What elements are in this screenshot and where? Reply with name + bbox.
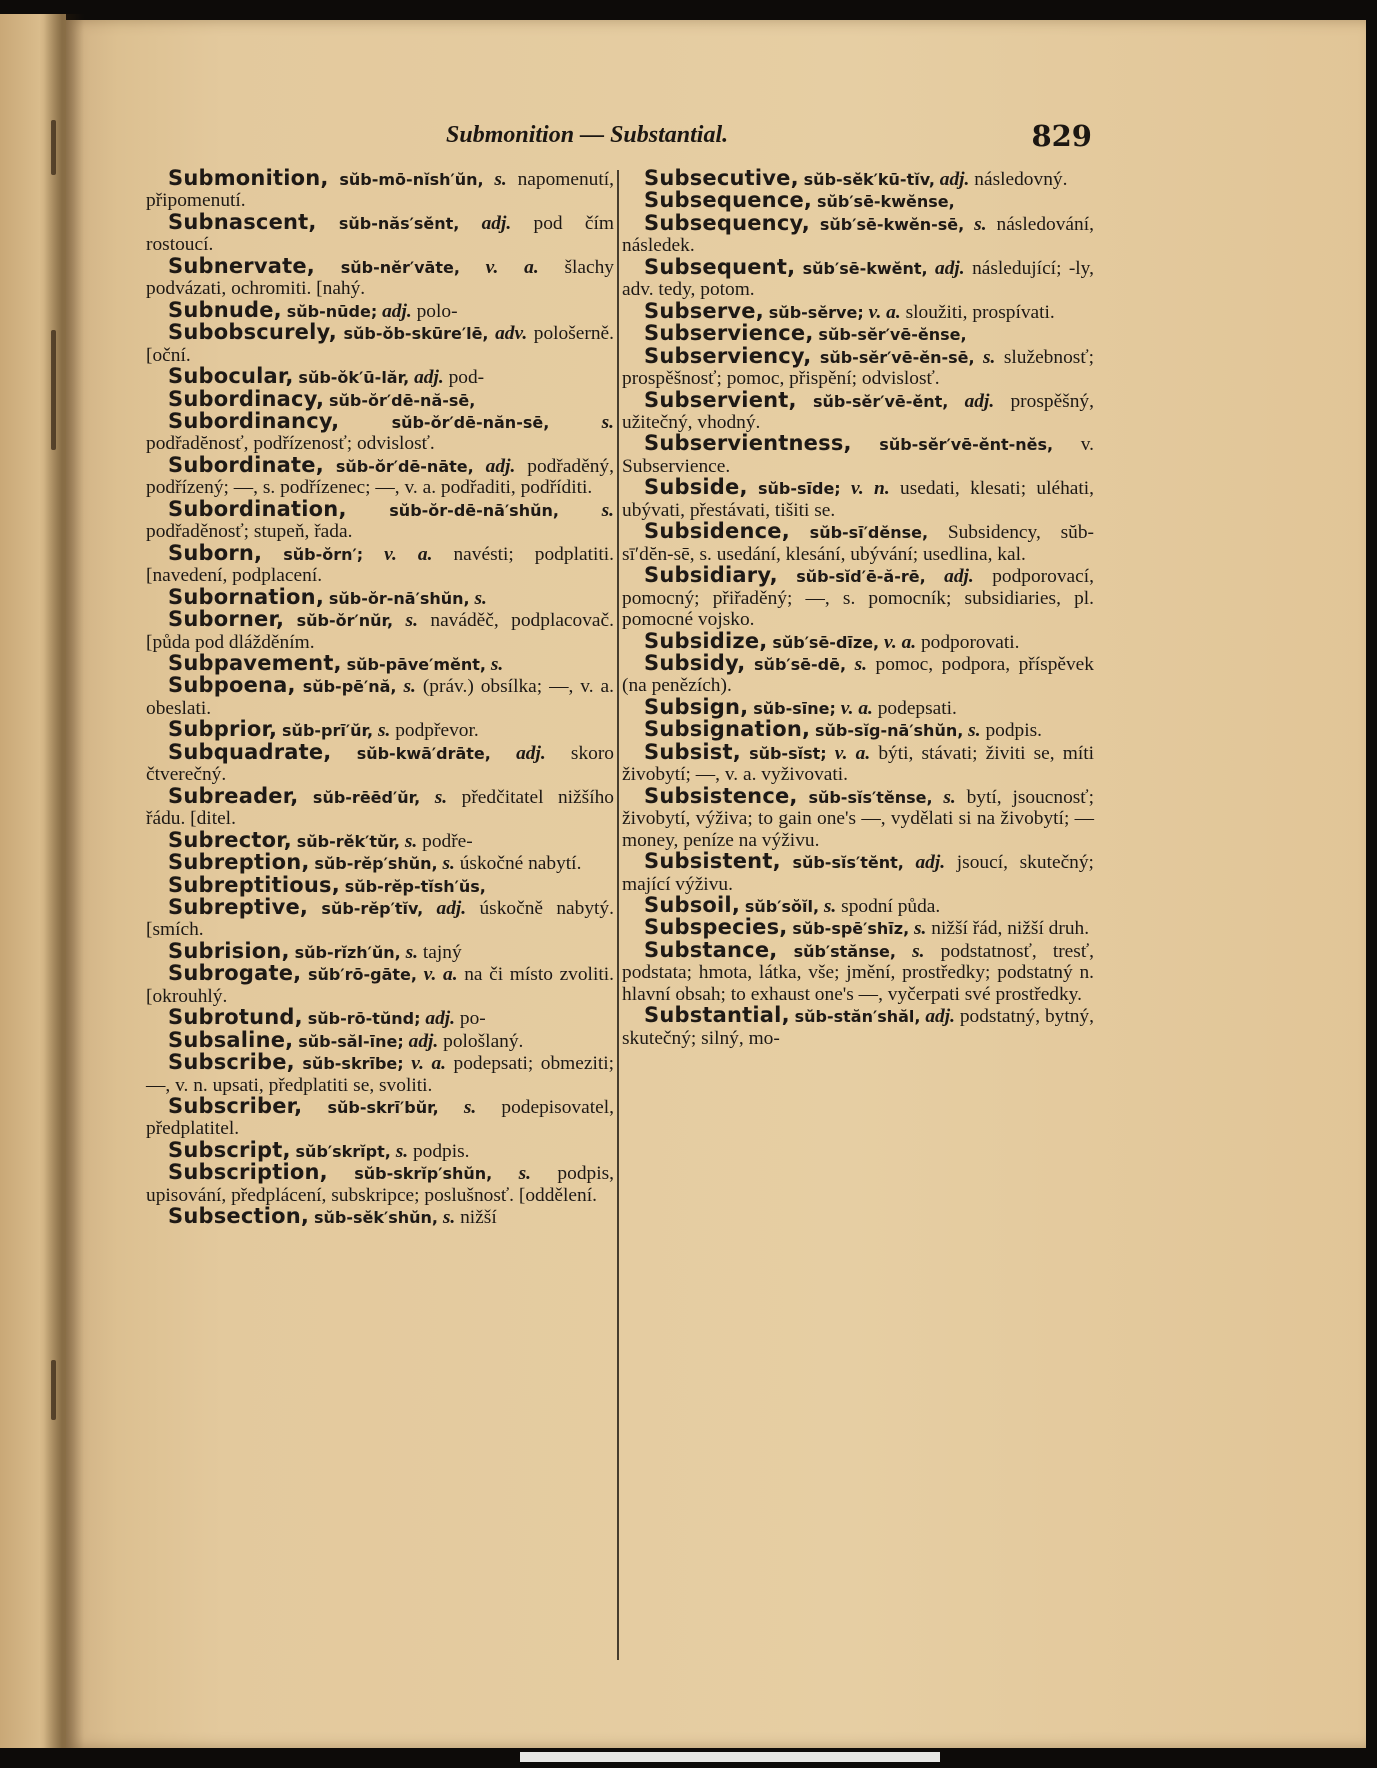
pronunciation: sŭb′skrĭpt, — [295, 1141, 391, 1161]
column-divider — [617, 170, 619, 1660]
binding-gutter — [44, 14, 84, 1748]
dictionary-entry — [146, 1137, 614, 1162]
dictionary-entry — [622, 739, 1094, 786]
definition: podstatný, bytný, skutečný; silný, mo- — [622, 1006, 1094, 1049]
headword: Subsequency, — [644, 210, 810, 235]
dictionary-entry — [146, 496, 614, 543]
grammar-label: s. — [395, 1140, 409, 1162]
dictionary-entry — [146, 852, 614, 874]
pronunciation: sŭb-sīde; — [757, 479, 841, 499]
headword: Subsoil, — [644, 892, 741, 917]
pronunciation: sŭb-skrĭp′shŭn, — [354, 1164, 493, 1184]
grammar-label: adj. — [408, 1030, 439, 1052]
dictionary-entry — [622, 650, 1094, 697]
grammar-label: s. — [974, 213, 987, 235]
dictionary-entry — [622, 1005, 1094, 1049]
definition: úskočné nabytí. — [459, 853, 582, 875]
headword: Subsidence, — [644, 519, 790, 544]
definition: v. Subservience. — [622, 434, 1094, 477]
grammar-label: s. — [405, 610, 418, 632]
headword: Subsequence, — [644, 188, 813, 213]
dictionary-entry — [146, 408, 614, 455]
pronunciation: sŭb-prī′ŭr, — [282, 721, 374, 741]
dictionary-entry — [622, 783, 1094, 851]
dictionary-entry — [146, 1052, 614, 1096]
definition: podře- — [422, 830, 473, 852]
definition: podporovací, pomocný; přiřaděný; —, s. pomocník; subsidiaries, pl. pomocné vojsko. — [622, 566, 1094, 631]
definition: skoro čtverečný. — [146, 742, 614, 786]
pronunciation: sŭb-sĭs′tĕnse, — [808, 787, 933, 807]
pronunciation: sŭb-ŏr-dē-nā′shŭn, — [389, 500, 559, 520]
dictionary-entry — [146, 386, 614, 411]
pronunciation: sŭb-rĕp-tĭsh′ŭs, — [344, 876, 486, 896]
grammar-label: s. — [912, 940, 925, 962]
headword: Subspecies, — [644, 915, 788, 940]
headword: Subordinacy, — [168, 386, 325, 411]
dictionary-entry — [622, 298, 1094, 323]
grammar-label: v. a. — [840, 697, 873, 719]
dictionary-entry — [146, 675, 614, 719]
grammar-label: s. — [463, 1097, 477, 1119]
headword: Subsidiary, — [644, 563, 778, 588]
definition: podpřevor. — [395, 720, 479, 742]
definition: prospěšný, užitečný, vhodný. — [622, 390, 1094, 433]
dictionary-entry — [146, 366, 614, 388]
headword: Subsignation, — [644, 717, 811, 742]
definition: pološlaný. — [443, 1030, 524, 1052]
headword: Subreption, — [168, 850, 310, 875]
dictionary-entry — [622, 254, 1094, 301]
definition: naváděč, podplacovač. [půda pod dlážděním. — [146, 610, 614, 653]
pronunciation: sŭb′sē-kwĕn-sē, — [819, 214, 965, 234]
dictionary-entry — [146, 1007, 614, 1029]
pronunciation: sŭb-ŏr′dē-nāte, — [335, 456, 474, 476]
grammar-label: adj. — [944, 566, 974, 588]
pronunciation: sŭb-sĭg-nā′shŭn, — [815, 721, 964, 741]
grammar-label: v. a. — [883, 631, 917, 653]
pronunciation: sŭb-sĕr′vē-ĕnt-nĕs, — [879, 435, 1054, 455]
dictionary-entry — [146, 1096, 614, 1140]
definition: podpis. — [412, 1140, 470, 1162]
definition: usedati, klesati; uléhati, ubývati, přestávati, tišiti se. — [622, 478, 1094, 521]
definition: pomoc, podpora, příspěvek (na penězích). — [622, 653, 1094, 697]
running-head: Submonition — Substantial. — [446, 122, 729, 148]
grammar-label: v. a. — [485, 256, 539, 278]
pronunciation: sŭb-sĕr′vē-ĕnt, — [812, 391, 949, 411]
right-column — [622, 168, 1094, 1049]
grammar-label: adj. — [436, 897, 467, 919]
dictionary-entry — [622, 565, 1094, 630]
definition: předčitatel nižšího řádu. [ditel. — [146, 786, 614, 830]
headword: Substantial, — [644, 1003, 790, 1028]
headword: Subsidy, — [644, 650, 746, 675]
definition: následující; -ly, adv. tedy, potom. — [622, 257, 1094, 301]
grammar-label: s. — [601, 499, 614, 521]
dictionary-entry — [622, 937, 1094, 1005]
pronunciation: sŭb-rēēd′ŭr, — [312, 787, 421, 807]
definition: jsoucí, skutečný; mající výživu. — [622, 852, 1094, 895]
grammar-label: s. — [968, 720, 981, 742]
grammar-label: s. — [377, 720, 391, 742]
dictionary-entry — [622, 719, 1094, 741]
grammar-label: v. a. — [411, 1053, 446, 1075]
headword: Subpoena, — [168, 673, 296, 698]
grammar-label: adj. — [925, 1006, 955, 1028]
headword: Suborner, — [168, 607, 285, 632]
definition: podpis. — [985, 720, 1042, 742]
definition: po- — [459, 1008, 486, 1030]
headword: Subservientness, — [644, 431, 852, 456]
grammar-label: s. — [403, 676, 416, 698]
headword: Subserviency, — [644, 343, 812, 368]
dictionary-entry — [146, 650, 614, 675]
grammar-label: v. a. — [868, 301, 901, 323]
dictionary-entry — [622, 628, 1094, 653]
definition: následování, následek. — [622, 213, 1094, 257]
grammar-label: s. — [490, 653, 504, 675]
dictionary-entry — [146, 168, 614, 212]
pronunciation: sŭb-nūde; — [286, 301, 378, 321]
grammar-label: s. — [442, 1207, 456, 1229]
pronunciation: sŭb-sĭd′ē-ă-rē, — [796, 567, 926, 587]
definition: podstatnosť, tresť, podstata; hmota, látka, vše; jmění, prostředky; podstatný n. hlavní obsah; to exhaust one's —, vyčerpati své prostředky. — [622, 940, 1094, 1005]
dictionary-entry — [146, 783, 614, 830]
binding-thread-mark — [51, 120, 56, 175]
dictionary-entry — [622, 343, 1094, 390]
definition: podřaděnosť; stupeň, řada. — [146, 521, 353, 543]
definition: podepsati; obmeziti; —, v. n. upsati, předplatiti se, svoliti. — [146, 1053, 614, 1096]
headword: Subsistence, — [644, 783, 798, 808]
headword: Subsign, — [644, 694, 749, 719]
grammar-label: v. a. — [834, 742, 871, 764]
pronunciation: sŭb-năs′sĕnt, — [338, 213, 460, 233]
dictionary-entry — [622, 433, 1094, 477]
grammar-label: adv. — [495, 323, 528, 345]
headword: Subreptive, — [168, 894, 309, 919]
definition: úskočně nabytý. [smích. — [146, 897, 614, 941]
headword: Substance, — [644, 937, 778, 962]
headword: Subnude, — [168, 297, 282, 322]
headword: Subrotund, — [168, 1005, 303, 1030]
definition: bytí, jsoucnosť; živobytí, výživa; to gain one's —, vydělati si na živobytí; — money, peníze na výživu. — [622, 786, 1094, 851]
definition: šlachy podvázati, ochromiti. [nahý. — [146, 256, 614, 300]
headword: Submonition, — [168, 166, 329, 190]
grammar-label: s. — [601, 411, 614, 433]
headword: Subocular, — [168, 364, 294, 389]
pronunciation: sŭb-skrībe; — [302, 1054, 404, 1074]
pronunciation: sŭb-săl-īne; — [298, 1031, 404, 1051]
pronunciation: sŭb-ŏk′ū-lăr, — [298, 368, 410, 388]
pronunciation: sŭb-pāve′mĕnt, — [346, 654, 486, 674]
dictionary-entry — [146, 963, 614, 1007]
dictionary-entry — [146, 253, 614, 300]
definition: tajný — [422, 941, 462, 963]
definition: podepisovatel, předplatitel. — [146, 1097, 614, 1140]
dictionary-entry — [146, 609, 614, 653]
pronunciation: sŭb-ŏr-nā′shŭn, — [328, 588, 470, 608]
pronunciation: sŭb-sĕrve; — [768, 302, 864, 322]
binding-thread-mark — [51, 1360, 56, 1420]
pronunciation: sŭb-kwā′drāte, — [356, 743, 491, 763]
pronunciation: sŭb-ŏr′nŭr, — [296, 611, 394, 631]
headword: Subscribe, — [168, 1050, 295, 1075]
headword: Subside, — [644, 475, 748, 500]
pronunciation: sŭb-sĭs′tĕnt, — [792, 853, 904, 873]
definition: nižší — [460, 1207, 497, 1229]
pronunciation: sŭb-rĕp′shŭn, — [314, 854, 438, 874]
grammar-label: s. — [823, 895, 837, 917]
definition: spodní půda. — [841, 895, 941, 917]
definition: pološerně. [oční. — [146, 323, 614, 366]
grammar-label: s. — [442, 853, 455, 875]
pronunciation: sŭb′sē-dē, — [754, 654, 847, 674]
pronunciation: sŭb-mō-nĭsh′ŭn, — [339, 170, 484, 189]
grammar-label: s. — [474, 587, 487, 609]
pronunciation: sŭb′stănse, — [793, 941, 896, 961]
grammar-label: v. a. — [384, 543, 433, 565]
dictionary-entry — [622, 387, 1094, 434]
binding-thread-mark — [51, 330, 56, 450]
headword: Subrector, — [168, 827, 292, 852]
grammar-label: v. n. — [851, 478, 890, 500]
headword: Subscriber, — [168, 1094, 303, 1119]
pronunciation: sŭb′sē-dīze, — [772, 632, 880, 652]
dictionary-entry — [146, 894, 614, 941]
definition: podřaděný, podřízený; —, s. podřízenec; —, v. a. podřaditi, podříditi. — [146, 455, 614, 499]
pronunciation: sŭb-ŏr′dē-nă-sē, — [329, 390, 476, 410]
definition: navésti; podplatiti. [navedení, podplacení. — [146, 543, 614, 587]
pronunciation: sŭb-rĕk′tŭr, — [296, 831, 400, 851]
pronunciation: sŭb-sī′dĕnse, — [809, 523, 929, 543]
page-header — [148, 119, 1092, 156]
grammar-label: adj. — [935, 257, 965, 279]
pronunciation: sŭb-nĕr′vāte, — [340, 257, 460, 277]
grammar-label: s. — [518, 1163, 532, 1185]
headword: Subscription, — [168, 1160, 328, 1185]
pronunciation: sŭb-sĕr′vē-ĕnse, — [818, 325, 967, 345]
pronunciation: sŭb-sĕr′vē-ĕn-sē, — [819, 347, 975, 367]
grammar-label: s. — [404, 830, 418, 852]
grammar-label: s. — [494, 169, 507, 190]
headword: Subservient, — [644, 387, 797, 412]
definition: býti, stávati; živiti se, míti živobytí; —, v. a. vyživovati. — [622, 742, 1094, 786]
headword: Subrision, — [168, 938, 290, 963]
dictionary-entry — [622, 477, 1094, 521]
pronunciation: sŭb-sĭst; — [749, 743, 827, 763]
definition: následovný. — [974, 169, 1068, 190]
definition: na či místo zvoliti. [okrouhlý. — [146, 964, 614, 1007]
pronunciation: sŭb′sē-kwĕnse, — [816, 192, 955, 212]
pronunciation: sŭb-ŏr′dē-năn-sē, — [391, 412, 550, 432]
dictionary-entry — [146, 1027, 614, 1052]
grammar-label: adj. — [414, 367, 444, 389]
definition: pod čím rostoucí. — [146, 212, 614, 256]
dictionary-entry — [146, 739, 614, 786]
dictionary-entry — [146, 540, 614, 587]
definition: podporovati. — [920, 631, 1020, 653]
dictionary-entry — [146, 938, 614, 963]
dictionary-entry — [622, 851, 1094, 895]
definition: podepsati. — [877, 697, 957, 719]
headword: Subsistent, — [644, 849, 781, 874]
headword: Subscript, — [168, 1137, 291, 1162]
dictionary-entry — [146, 1206, 614, 1228]
headword: Subsecutive, — [644, 166, 799, 190]
definition: pod- — [448, 367, 485, 389]
headword: Subordinate, — [168, 452, 324, 477]
dictionary-entry — [146, 297, 614, 322]
grammar-label: adj. — [964, 390, 995, 412]
dictionary-entry — [146, 322, 614, 366]
headword: Subreader, — [168, 783, 299, 808]
dictionary-entry — [622, 190, 1094, 212]
headword: Subsequent, — [644, 254, 796, 279]
definition: nižší řád, nižší druh. — [931, 918, 1090, 940]
headword: Subsidize, — [644, 628, 768, 653]
definition: sloužiti, prospívati. — [905, 301, 1055, 323]
pronunciation: sŭb-skrī′bŭr, — [327, 1098, 439, 1118]
dictionary-entry — [146, 209, 614, 256]
pronunciation: sŭb-ŏrn′; — [283, 544, 364, 564]
dictionary-entry — [622, 521, 1094, 565]
dictionary-entry — [146, 1162, 614, 1206]
grammar-label: adj. — [425, 1008, 456, 1030]
pronunciation: sŭb-sĕk′kū-tĭv, — [803, 170, 935, 189]
headword: Subsection, — [168, 1204, 310, 1229]
dictionary-entry — [146, 584, 614, 609]
headword: Subordination, — [168, 496, 347, 521]
headword: Subordinancy, — [168, 408, 340, 433]
pronunciation: sŭb′rō-gāte, — [308, 965, 417, 985]
headword: Subornation, — [168, 584, 325, 609]
headword: Subquadrate, — [168, 739, 332, 764]
grammar-label: adj. — [485, 455, 516, 477]
pronunciation: sŭb′sŏĭl, — [744, 896, 820, 916]
grammar-label: s. — [914, 918, 927, 940]
headword: Subpavement, — [168, 650, 342, 675]
pronunciation: sŭb-pē′nă, — [302, 677, 397, 697]
grammar-label: s. — [943, 786, 956, 808]
dictionary-entry — [622, 892, 1094, 917]
dictionary-entry — [622, 323, 1094, 345]
grammar-label: s. — [983, 346, 996, 368]
dictionary-entry — [146, 452, 614, 499]
grammar-label: s. — [854, 653, 867, 675]
definition: (práv.) obsílka; —, v. a. obeslati. — [146, 676, 614, 719]
grammar-label: adj. — [516, 742, 546, 764]
dictionary-entry — [146, 827, 614, 852]
dictionary-entry — [146, 872, 614, 897]
pronunciation: sŭb-spē′shīz, — [792, 919, 910, 939]
dictionary-entry — [622, 168, 1094, 190]
definition: polo- — [416, 300, 458, 322]
headword: Subsaline, — [168, 1027, 294, 1052]
pronunciation: sŭb-stăn′shăl, — [794, 1007, 921, 1027]
pronunciation: sŭb-rĭzh′ŭn, — [294, 942, 401, 962]
left-column — [146, 168, 614, 1229]
headword: Subnervate, — [168, 253, 315, 278]
pronunciation: sŭb-rĕp′tĭv, — [321, 898, 424, 918]
headword: Subservience, — [644, 321, 814, 346]
grammar-label: adj. — [939, 169, 970, 190]
headword: Subprior, — [168, 717, 278, 742]
definition: podpis, upisování, předplácení, subskripce; poslušnosť. [oddělení. — [146, 1163, 614, 1206]
grammar-label: adj. — [481, 212, 512, 234]
grammar-label: adj. — [915, 852, 946, 874]
definition: Subsidency, sŭb-sī′dĕn-sē, s. usedání, klesání, ubývání; usedlina, kal. — [622, 522, 1094, 565]
grammar-label: s. — [434, 786, 448, 808]
dictionary-entry — [622, 210, 1094, 257]
dictionary-entry — [146, 719, 614, 741]
grammar-label: v. a. — [423, 964, 458, 986]
pronunciation: sŭb-sĕk′shŭn, — [313, 1208, 438, 1228]
headword: Subreptitious, — [168, 872, 340, 897]
dictionary-entry — [622, 917, 1094, 939]
dictionary-entry — [622, 694, 1094, 719]
grammar-label: s. — [405, 941, 419, 963]
grammar-label: adj. — [382, 300, 412, 322]
pronunciation: sŭb′sē-kwĕnt, — [802, 258, 928, 278]
definition: služebnosť; prospěšnosť; pomoc, přispění; odvislosť. — [622, 346, 1094, 390]
headword: Subsist, — [644, 739, 741, 764]
scan-strip — [520, 1752, 940, 1762]
definition: napomenutí, připomenutí. — [146, 169, 614, 212]
pronunciation: sŭb-rō-tŭnd; — [307, 1009, 421, 1029]
headword: Subobscurely, — [168, 320, 337, 345]
headword: Subserve, — [644, 298, 764, 323]
headword: Suborn, — [168, 540, 263, 565]
headword: Subnascent, — [168, 209, 317, 234]
pronunciation: sŭb-sīne; — [753, 698, 836, 718]
pronunciation: sŭb-ŏb-skūre′lē, — [343, 324, 489, 344]
page-number: 829 — [1031, 119, 1092, 153]
definition: podřadĕnosť, podřízenosť; odvislosť. — [146, 433, 435, 455]
headword: Subrogate, — [168, 961, 302, 986]
